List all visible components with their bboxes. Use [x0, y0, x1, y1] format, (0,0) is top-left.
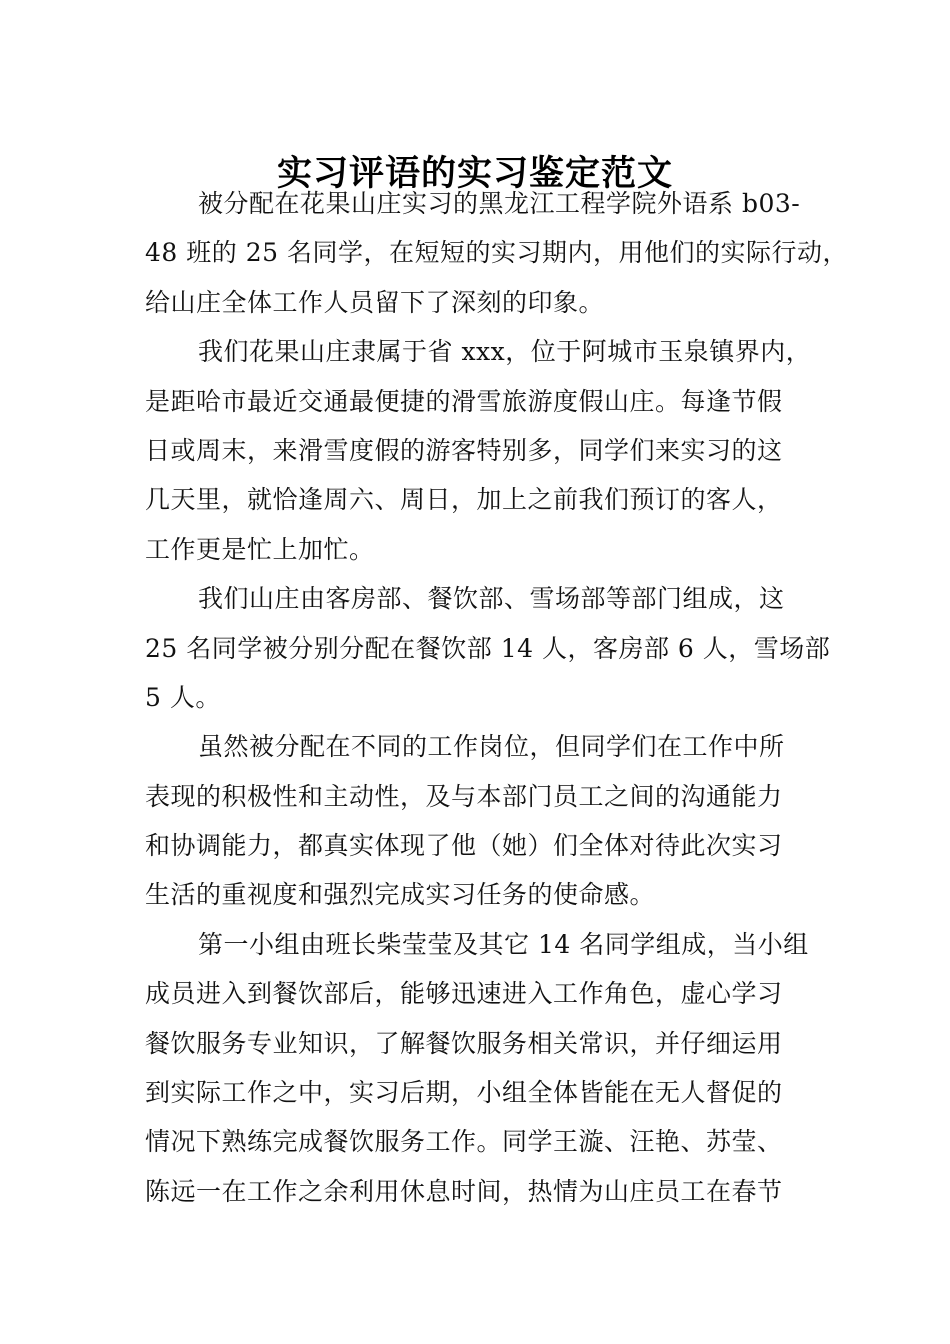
- paragraph-5: [145, 920, 810, 1216]
- document-title: 实习评语的实习鉴定范文: [276, 154, 673, 195]
- text-line: 餐饮服务专业知识，了解餐饮服务相关常识，并仔细运用: [145, 1028, 783, 1058]
- text-line: 5 人。: [145, 682, 221, 712]
- text-line: 第一小组由班长柴莹莹及其它 14 名同学组成，当小组: [198, 929, 809, 959]
- text-line: 生活的重视度和强烈完成实习任务的使命感。: [145, 880, 656, 910]
- text-line: 表现的积极性和主动性，及与本部门员工之间的沟通能力: [145, 781, 783, 811]
- text-line: 我们山庄由客房部、餐饮部、雪场部等部门组成，这: [198, 584, 785, 614]
- text-line: 给山庄全体工作人员留下了深刻的印象。: [145, 287, 605, 317]
- paragraph-4: [145, 722, 810, 920]
- text-line: 日或周末，来滑雪度假的游客特别多，同学们来实习的这: [145, 435, 783, 465]
- paragraph-1: [145, 179, 848, 327]
- text-line: 我们花果山庄隶属于省 xxx，位于阿城市玉泉镇界内，: [198, 337, 812, 367]
- document-body: [145, 179, 848, 1216]
- text-line: 和协调能力，都真实体现了他（她）们全体对待此次实习: [145, 831, 783, 861]
- text-line: 48 班的 25 名同学，在短短的实习期内，用他们的实际行动，: [145, 238, 848, 268]
- text-line: 是距哈市最近交通最便捷的滑雪旅游度假山庄。每逢节假: [145, 386, 783, 416]
- text-line: 情况下熟练完成餐饮服务工作。同学王漩、汪艳、苏莹、: [145, 1127, 783, 1157]
- text-line: 25 名同学被分别分配在餐饮部 14 人，客房部 6 人，雪场部: [145, 633, 831, 663]
- text-line: 成员进入到餐饮部后，能够迅速进入工作角色，虚心学习: [145, 979, 783, 1009]
- paragraph-3: [145, 574, 831, 722]
- text-line: 工作更是忙上加忙。: [145, 534, 375, 564]
- text-line: 几天里，就恰逢周六、周日，加上之前我们预订的客人，: [145, 485, 783, 515]
- paragraph-2: [145, 327, 810, 574]
- text-line: 陈远一在工作之余利用休息时间，热情为山庄员工在春节: [145, 1176, 783, 1206]
- text-line: 到实际工作之中，实习后期，小组全体皆能在无人督促的: [145, 1078, 783, 1108]
- text-line: 虽然被分配在不同的工作岗位，但同学们在工作中所: [198, 732, 785, 762]
- text-line: 被分配在花果山庄实习的黑龙江工程学院外语系 b03-: [198, 189, 801, 218]
